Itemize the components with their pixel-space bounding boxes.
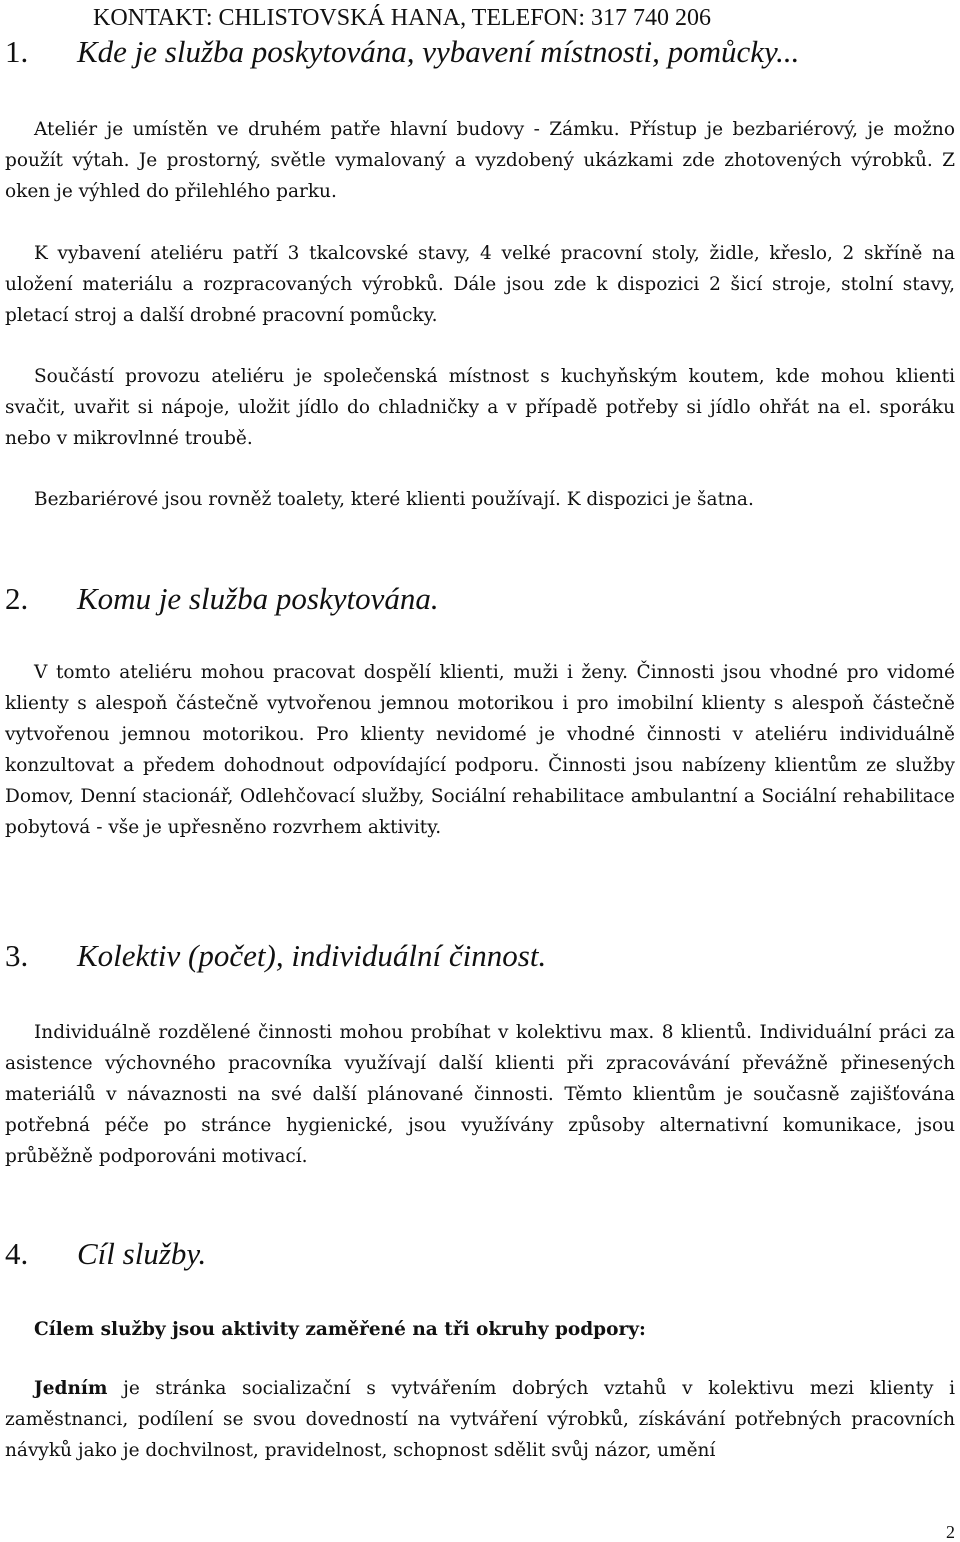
section-4-heading bbox=[5, 1236, 206, 1272]
section-3-heading bbox=[5, 938, 546, 974]
section-3-title: Kolektiv (počet), individuální činnost. bbox=[77, 938, 547, 973]
section-1-paragraph-1 bbox=[5, 114, 955, 207]
section-2-heading bbox=[5, 581, 439, 617]
section-2-number: 2. bbox=[5, 581, 29, 616]
section-4-number: 4. bbox=[5, 1236, 29, 1271]
page-number: 2 bbox=[946, 1522, 955, 1542]
section-1-paragraph-2 bbox=[5, 238, 955, 331]
contact-line: KONTAKT: CHLISTOVSKÁ HANA, TELEFON: 317 740 206 bbox=[93, 5, 711, 31]
section-1-paragraph-2-text: K vybavení ateliéru patří 3 tkalcovské stavy, 4 velké pracovní stoly, židle, křeslo, 2 skříně na uložení materiálu a rozpracovaných výrobků. Dále jsou zde k dispozici 2 šicí stroje, stolní stavy, pletací stroj a další drobné pracovní pomůcky. bbox=[5, 243, 955, 326]
section-2-paragraph-1-text: V tomto ateliéru mohou pracovat dospělí klienti, muži i ženy. Činnosti jsou vhodné pro vidomé klienty s alespoň částečně vytvořenou jemnou motorikou i pro imobilní klienty s alespoň částečně vytvořenou jemnou motorikou. Pro klienty nevidomé je vhodné činnosti v ateliéru individuálně konzultovat a předem dohodnout odpovídající podporu. Činnosti jsou nabízeny klientům ze služby Domov, Denní stacionář, Odlehčovací služby, Sociální rehabilitace ambulantní a Sociální rehabilitace pobytová - vše je upřesněno rozvrhem aktivity. bbox=[5, 662, 955, 838]
section-1-paragraph-4: Bezbariérové jsou rovněž toalety, které klienti používají. K dispozici je šatna. bbox=[34, 489, 754, 510]
section-4-paragraph-text: je stránka socializační s vytvářením dobrých vztahů v kolektivu mezi klienty i zaměstnanci, podílení se svou dovedností na vytváření výrobků, získávání potřebných pracovních návyků jako je dochvilnost, pravidelnost, schopnost sdělit svůj názor, umění bbox=[5, 1378, 955, 1461]
section-1-title: Kde je služba poskytována, vybavení místnosti, pomůcky... bbox=[77, 34, 800, 69]
section-4-paragraph-1 bbox=[5, 1373, 955, 1466]
section-3-paragraph-1 bbox=[5, 1017, 955, 1172]
section-1-heading bbox=[5, 34, 799, 70]
section-1-paragraph-3-text: Součástí provozu ateliéru je společenská místnost s kuchyňským koutem, kde mohou klienti svačit, uvařit si nápoje, uložit jídlo do chladničky a v případě potřeby si jídlo ohřát na el. sporáku nebo v mikrovlnné troubě. bbox=[5, 366, 955, 449]
section-4-subheading: Cílem služby jsou aktivity zaměřené na tři okruhy podpory: bbox=[34, 1319, 646, 1340]
section-1-paragraph-3 bbox=[5, 361, 955, 454]
section-4-lead-word: Jedním bbox=[34, 1378, 108, 1399]
section-1-paragraph-1-text: Ateliér je umístěn ve druhém patře hlavní budovy - Zámku. Přístup je bezbariérový, je možno použít výtah. Je prostorný, světle vymalovaný a vyzdobený ukázkami zde zhotovených výrobků. Z oken je výhled do přilehlého parku. bbox=[5, 119, 955, 202]
section-4-title: Cíl služby. bbox=[77, 1236, 207, 1271]
section-3-number: 3. bbox=[5, 938, 29, 973]
section-2-title: Komu je služba poskytována. bbox=[77, 581, 439, 616]
section-3-paragraph-1-text: Individuálně rozdělené činnosti mohou probíhat v kolektivu max. 8 klientů. Individuální práci za asistence výchovného pracovníka využívají další klienti při zpracovávání převážně přinesených materiálů v návaznosti na své další plánované činnosti. Těmto klientům je současně zajišťována potřebná péče po stránce hygienické, jsou využívány způsoby alternativní komunikace, jsou průběžně podporováni motivací. bbox=[5, 1022, 955, 1167]
section-1-number: 1. bbox=[5, 34, 29, 69]
section-2-paragraph-1 bbox=[5, 657, 955, 843]
